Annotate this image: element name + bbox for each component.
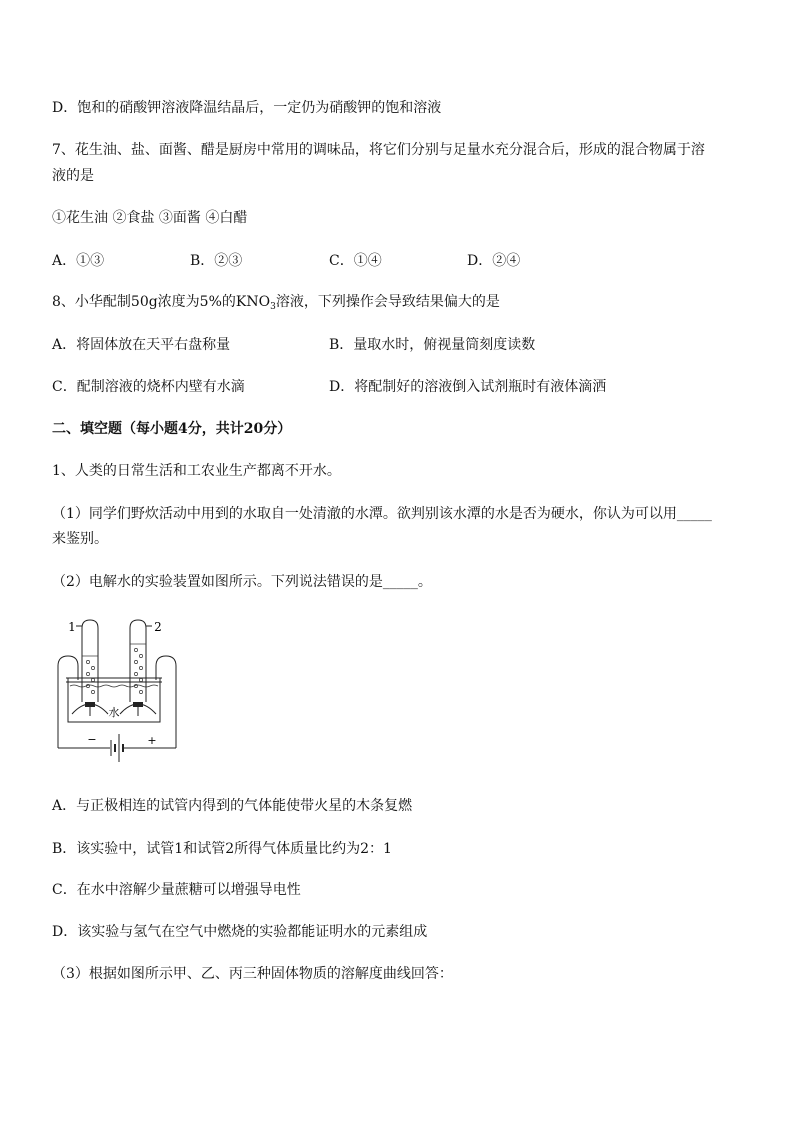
- section2-title: 二、填空题（每小题4分，共计20分）: [52, 421, 292, 437]
- part2-option-d: D．该实验与氢气在空气中燃烧的实验都能证明水的元素组成: [52, 924, 428, 940]
- part1-line1: （1）同学们野炊活动中用到的水取自一处清澈的水潭。欲判别该水潭的水是否为硬水，你认为可以用_____: [52, 506, 712, 522]
- q8-stem: [52, 293, 500, 311]
- q7-option-c: C．①④: [329, 253, 382, 269]
- part2-option-b: B．该实验中，试管1和试管2所得气体质量比约为2：1: [52, 841, 392, 857]
- q8-option-c: C．配制溶液的烧杯内壁有水滴: [52, 379, 245, 395]
- q8-option-b: B．量取水时，俯视量筒刻度读数: [329, 337, 536, 353]
- part2-option-a: A．与正极相连的试管内得到的气体能使带火星的木条复燃: [52, 798, 413, 814]
- part1-line2: 来鉴别。: [52, 531, 108, 547]
- q7-option-b: B．②③: [190, 253, 243, 269]
- plus-label: +: [147, 734, 157, 747]
- q7-stem-line2: 液的是: [52, 168, 94, 184]
- electrolysis-apparatus-figure: [52, 616, 182, 772]
- q7-items: ①花生油 ②食盐 ③面酱 ④白醋: [52, 210, 248, 226]
- q6-option-d: D．饱和的硝酸钾溶液降温结晶后，一定仍为硝酸钾的饱和溶液: [52, 100, 442, 116]
- q8-stem-before: 8、小华配制50g浓度为5%的KNO: [52, 294, 271, 310]
- part3-stem: （3）根据如图所示甲、乙、丙三种固体物质的溶解度曲线回答：: [52, 966, 453, 982]
- q7-option-a: A．①③: [52, 253, 105, 269]
- part2-stem: （2）电解水的实验装置如图所示。下列说法错误的是_____。: [52, 574, 432, 590]
- section2-q1-stem: 1、人类的日常生活和工农业生产都离不开水。: [52, 463, 341, 479]
- q8-stem-after: 溶液，下列操作会导致结果偏大的是: [275, 294, 500, 310]
- water-label: 水: [108, 706, 120, 719]
- q7-stem-line1: 7、花生油、盐、面酱、醋是厨房中常用的调味品，将它们分别与足量水充分混合后，形成的混合物属于溶: [52, 142, 705, 158]
- q7-option-d: D．②④: [467, 253, 521, 269]
- q8-option-a: A．将固体放在天平右盘称量: [52, 337, 231, 353]
- tube1-label: 1: [68, 620, 76, 634]
- q8-stem-subscript: 3: [270, 302, 276, 312]
- q8-option-d: D．将配制好的溶液倒入试剂瓶时有液体滴洒: [329, 379, 607, 395]
- tube2-label: 2: [154, 620, 162, 634]
- part2-option-c: C．在水中溶解少量蔗糖可以增强导电性: [52, 882, 301, 898]
- minus-label: −: [87, 733, 97, 746]
